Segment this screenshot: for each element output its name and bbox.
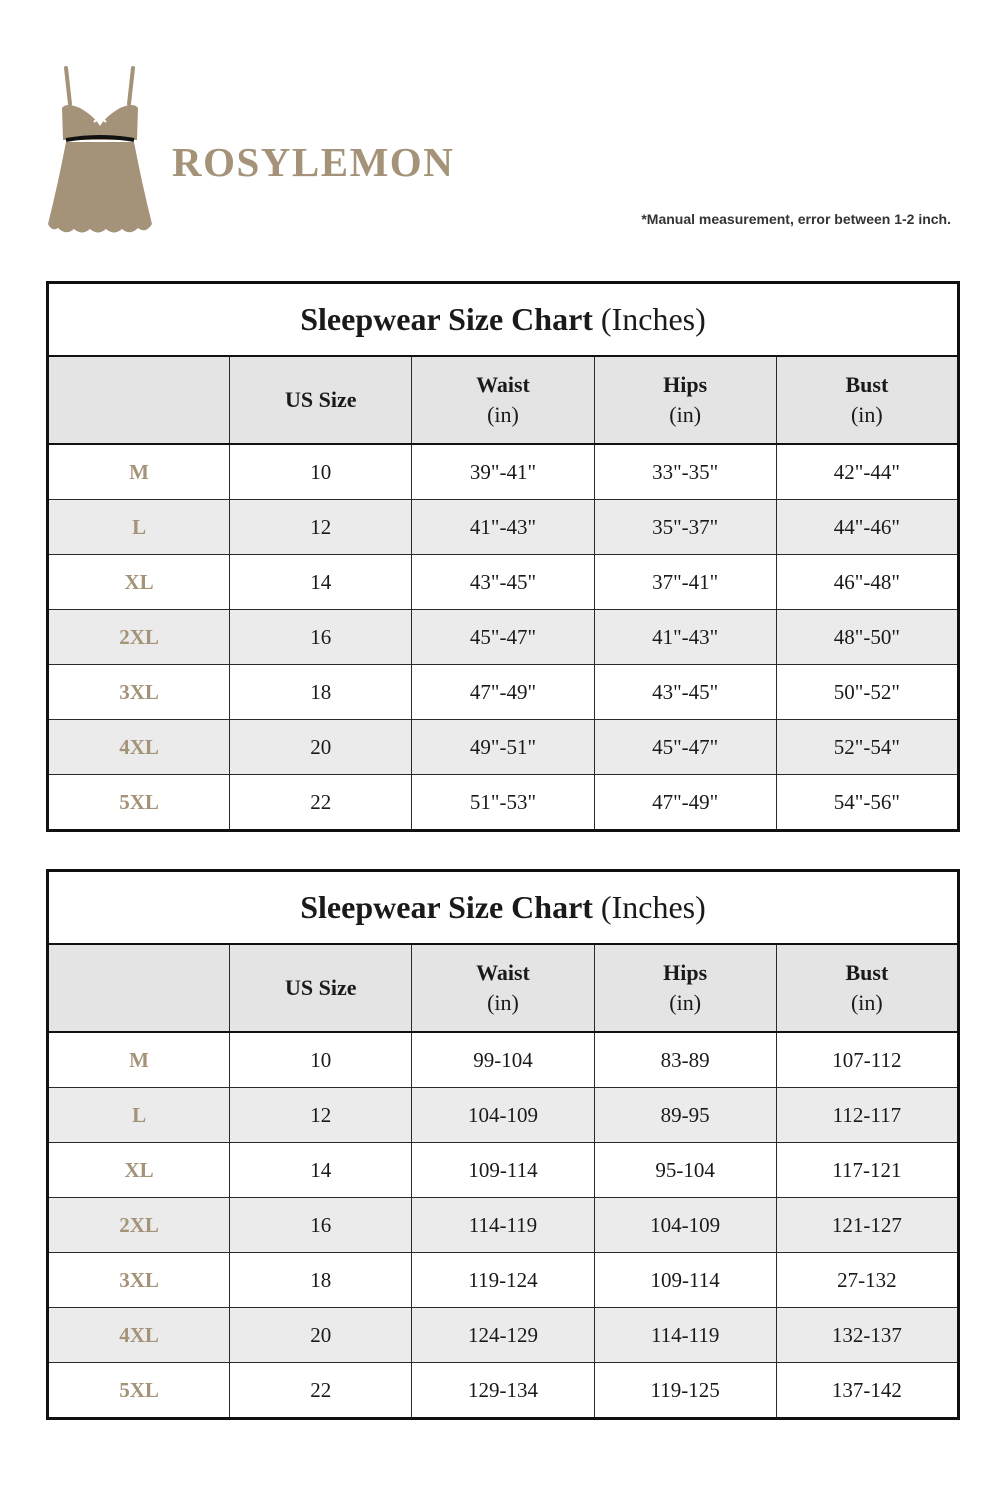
us-size-value: 10 (230, 1032, 412, 1088)
table-row (48, 1143, 959, 1198)
us-size-value: 14 (230, 555, 412, 610)
bust-value: 121-127 (776, 1198, 958, 1253)
table-row (48, 1032, 959, 1088)
bust-value: 48"-50" (776, 610, 958, 665)
us-size-value: 22 (230, 1363, 412, 1419)
bust-value: 137-142 (776, 1363, 958, 1419)
table-row (48, 1198, 959, 1253)
waist-value: 43"-45" (412, 555, 594, 610)
header-bust: Bust (in) (776, 356, 958, 444)
chart-title (48, 283, 959, 357)
header-blank (48, 356, 230, 444)
table-row (48, 610, 959, 665)
header-us-size: US Size (230, 356, 412, 444)
header-blank (48, 944, 230, 1032)
hips-value: 35"-37" (594, 500, 776, 555)
us-size-value: 20 (230, 720, 412, 775)
size-label: L (48, 1088, 230, 1143)
waist-value: 114-119 (412, 1198, 594, 1253)
hips-value: 45"-47" (594, 720, 776, 775)
hips-value: 104-109 (594, 1198, 776, 1253)
size-label: M (48, 1032, 230, 1088)
table-row (48, 1253, 959, 1308)
nightgown-icon (44, 64, 158, 240)
bust-value: 54"-56" (776, 775, 958, 831)
waist-value: 47"-49" (412, 665, 594, 720)
size-label: 4XL (48, 720, 230, 775)
chart-title-unit: (Inches) (600, 301, 706, 337)
hips-value: 95-104 (594, 1143, 776, 1198)
bust-value: 117-121 (776, 1143, 958, 1198)
waist-value: 129-134 (412, 1363, 594, 1419)
table-row (48, 1308, 959, 1363)
waist-value: 49"-51" (412, 720, 594, 775)
header-hips: Hips (in) (594, 944, 776, 1032)
size-label: 2XL (48, 610, 230, 665)
size-label: L (48, 500, 230, 555)
hips-value: 43"-45" (594, 665, 776, 720)
size-chart-cm (46, 869, 960, 1420)
hips-value: 33"-35" (594, 444, 776, 500)
waist-value: 124-129 (412, 1308, 594, 1363)
bust-value: 46"-48" (776, 555, 958, 610)
us-size-value: 16 (230, 1198, 412, 1253)
waist-value: 119-124 (412, 1253, 594, 1308)
hips-value: 119-125 (594, 1363, 776, 1419)
size-label: 2XL (48, 1198, 230, 1253)
size-label: XL (48, 555, 230, 610)
waist-value: 45"-47" (412, 610, 594, 665)
bust-value: 42"-44" (776, 444, 958, 500)
size-chart-inches (46, 281, 960, 832)
hips-value: 89-95 (594, 1088, 776, 1143)
measurement-note: *Manual measurement, error between 1-2 inch. (641, 211, 951, 227)
hips-value: 83-89 (594, 1032, 776, 1088)
waist-value: 41"-43" (412, 500, 594, 555)
waist-value: 39"-41" (412, 444, 594, 500)
us-size-value: 18 (230, 1253, 412, 1308)
bust-value: 50"-52" (776, 665, 958, 720)
size-label: 3XL (48, 665, 230, 720)
size-label: M (48, 444, 230, 500)
bust-value: 44"-46" (776, 500, 958, 555)
header-bust: Bust (in) (776, 944, 958, 1032)
waist-value: 99-104 (412, 1032, 594, 1088)
us-size-value: 12 (230, 500, 412, 555)
waist-value: 51"-53" (412, 775, 594, 831)
us-size-value: 14 (230, 1143, 412, 1198)
header-waist: Waist (in) (412, 356, 594, 444)
hips-value: 37"-41" (594, 555, 776, 610)
hips-value: 41"-43" (594, 610, 776, 665)
header-hips: Hips (in) (594, 356, 776, 444)
chart-title-unit: (Inches) (600, 889, 706, 925)
table-row (48, 555, 959, 610)
bust-value: 107-112 (776, 1032, 958, 1088)
table-row (48, 444, 959, 500)
size-label: 5XL (48, 775, 230, 831)
bust-value: 27-132 (776, 1253, 958, 1308)
chart-title-main: Sleepwear Size Chart (300, 889, 593, 925)
brand-name: ROSYLEMON (172, 139, 455, 185)
hips-value: 114-119 (594, 1308, 776, 1363)
table-row (48, 665, 959, 720)
table-row (48, 720, 959, 775)
bust-value: 132-137 (776, 1308, 958, 1363)
hips-value: 109-114 (594, 1253, 776, 1308)
us-size-value: 20 (230, 1308, 412, 1363)
chart-title-main: Sleepwear Size Chart (300, 301, 593, 337)
header-us-size: US Size (230, 944, 412, 1032)
size-label: 4XL (48, 1308, 230, 1363)
bust-value: 52"-54" (776, 720, 958, 775)
table-row (48, 775, 959, 831)
size-label: 5XL (48, 1363, 230, 1419)
header-waist: Waist (in) (412, 944, 594, 1032)
us-size-value: 22 (230, 775, 412, 831)
table-row (48, 500, 959, 555)
us-size-value: 12 (230, 1088, 412, 1143)
size-label: XL (48, 1143, 230, 1198)
us-size-value: 10 (230, 444, 412, 500)
table-row (48, 1363, 959, 1419)
us-size-value: 16 (230, 610, 412, 665)
waist-value: 104-109 (412, 1088, 594, 1143)
chart-title (48, 871, 959, 945)
hips-value: 47"-49" (594, 775, 776, 831)
us-size-value: 18 (230, 665, 412, 720)
bust-value: 112-117 (776, 1088, 958, 1143)
waist-value: 109-114 (412, 1143, 594, 1198)
size-label: 3XL (48, 1253, 230, 1308)
table-row (48, 1088, 959, 1143)
